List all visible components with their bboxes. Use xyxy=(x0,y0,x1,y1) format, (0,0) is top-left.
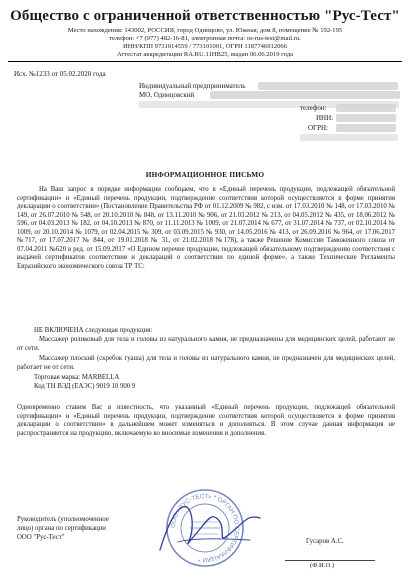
inn-label: ИНН: xyxy=(316,114,334,122)
org-name: Общество с ограниченной ответственностью "Рус-Тест" xyxy=(10,8,400,24)
recipient-line1: Индивидуальный предприниматель xyxy=(139,82,246,90)
redacted-extra xyxy=(300,134,398,141)
org-contacts: телефон: +7 (977) 482-16-81, электронная почта: os-rus-test@mail.ru. xyxy=(109,35,301,42)
phone-label: телефон: xyxy=(300,104,327,112)
redacted-ogrn xyxy=(336,124,396,132)
product-item-2: Массажер плоский (скребок гуаша) для тела и головы из натурального камня, не предназначен для медицинских целей, работает не от сети. xyxy=(17,355,395,371)
product-item-1: Массажер роликовый для тела и головы из натурального камня, не предназначены для медицинских целей, работают не от сети. xyxy=(17,336,395,352)
org-requisites: ИНН/КПП 9731014559 / 773101001, ОГРН 1187746912066 xyxy=(122,43,288,50)
not-included-heading: НЕ ВКЛЮЧЕНА следующая продукция: xyxy=(34,327,153,334)
fio-caption: (Ф.И.О.) xyxy=(310,562,335,569)
trademark: Торговая марка: MARBELLA xyxy=(34,374,120,381)
redacted-name xyxy=(258,82,398,90)
company-seal-icon xyxy=(167,490,243,566)
signer-title-line1: Руководитель (уполномоченное xyxy=(17,516,109,523)
body-paragraph-2: Одновременно ставим Вас в известность, что указанный «Единый перечень продукции, подлежащей обязательной сертификации» и «Единый перечень продукции, подтверждение соответствия которой осуществляется в форме принятия декларации о соответствии» в дальнейшем может изменяться и дополняться. В этом случае данная информация не распространяется на продукцию, включаемую во вносимые изменения и дополнения. xyxy=(17,404,395,437)
redacted-address xyxy=(210,91,400,99)
recipient-line2: МО, Одинцовский xyxy=(139,91,195,99)
letter-title: ИНФОРМАЦИОННОЕ ПИСЬМО xyxy=(145,170,265,179)
seal-and-signature xyxy=(120,480,290,580)
fio-underline xyxy=(285,560,375,561)
redacted-phone xyxy=(336,104,396,112)
ogrn-label: ОГРН: xyxy=(308,124,328,132)
outgoing-reference: Исх. №1233 от 05.02.2020 года xyxy=(14,70,106,78)
tnved-code: Код ТН ВЭД (ЕАЭС) 9019 10 900 9 xyxy=(34,383,136,390)
seal-text: ООО «РУС-ТЕСТ» * ОРГАН ПО СЕРТИФИКАЦИИ * xyxy=(169,492,241,564)
org-address: Место нахождения: 143002, РОССИЯ, город Одинцово, ул. Южная, дом 8, помещение № 192-195 xyxy=(67,27,343,34)
redacted-inn xyxy=(336,114,396,122)
org-accreditation: Аттестат аккредитации RA.RU.11HB25, выдан 06.06.2019 года xyxy=(116,51,294,58)
header-divider xyxy=(8,61,402,62)
signer-org: ООО "Рус-Тест" xyxy=(17,534,65,541)
body-paragraph-1: На Ваш запрос в порядке информации сообщаем, что в «Единый перечень продукции, подлежащей обязательной сертификации» и «Единый перечень продукции, подтверждение соответствия которой осуществляется в форме принятия декларации о соответствии» (Постановление Правительства РФ от 01.12.2009 № 982, с изм. от 17.03.2010 № 148, от 17.03.2010 № 149, от 26.07.2010 № 548, от 20.10.2010 № 848, от 13.11.2010 № 906, от 21.03.2012 № 213, от 04.05.2012 № 435, от 18.06.2012 № 596, от 04.03.2013 № 182, от 04.10.2013 № 870, от 11.11.2013 № 1009, от 21.07.2014 № 677, от 31.07.2014 № 737, от 02.10.2014 № 1009, от 20.10.2014 № 1079, от 02.04.2015 № 309, от 03.09.2015 № 930, от 14.05.2016 № 413, от 26.09.2016 № 964, от 17.06.2017 №717, от 17.07.2017 № 844, от 19.01.2018 № 31, от 21.02.2018 №178), а также Решение Комиссии Таможенного союза от 07.04.2011 №620 в ред. от 15.09.2017 «О Едином перечне продукции, подлежащей обязательному подтверждению соответствия с выдачей сертификатов соответствия и деклараций о соответствии по единой форме», а также Технические Регламенты Евразийского экономического союза ТР ТС: xyxy=(17,186,395,270)
signer-name: Гусаров А.С. xyxy=(306,538,344,545)
signer-title-line2: лицо) органа по сертификации xyxy=(17,525,106,532)
